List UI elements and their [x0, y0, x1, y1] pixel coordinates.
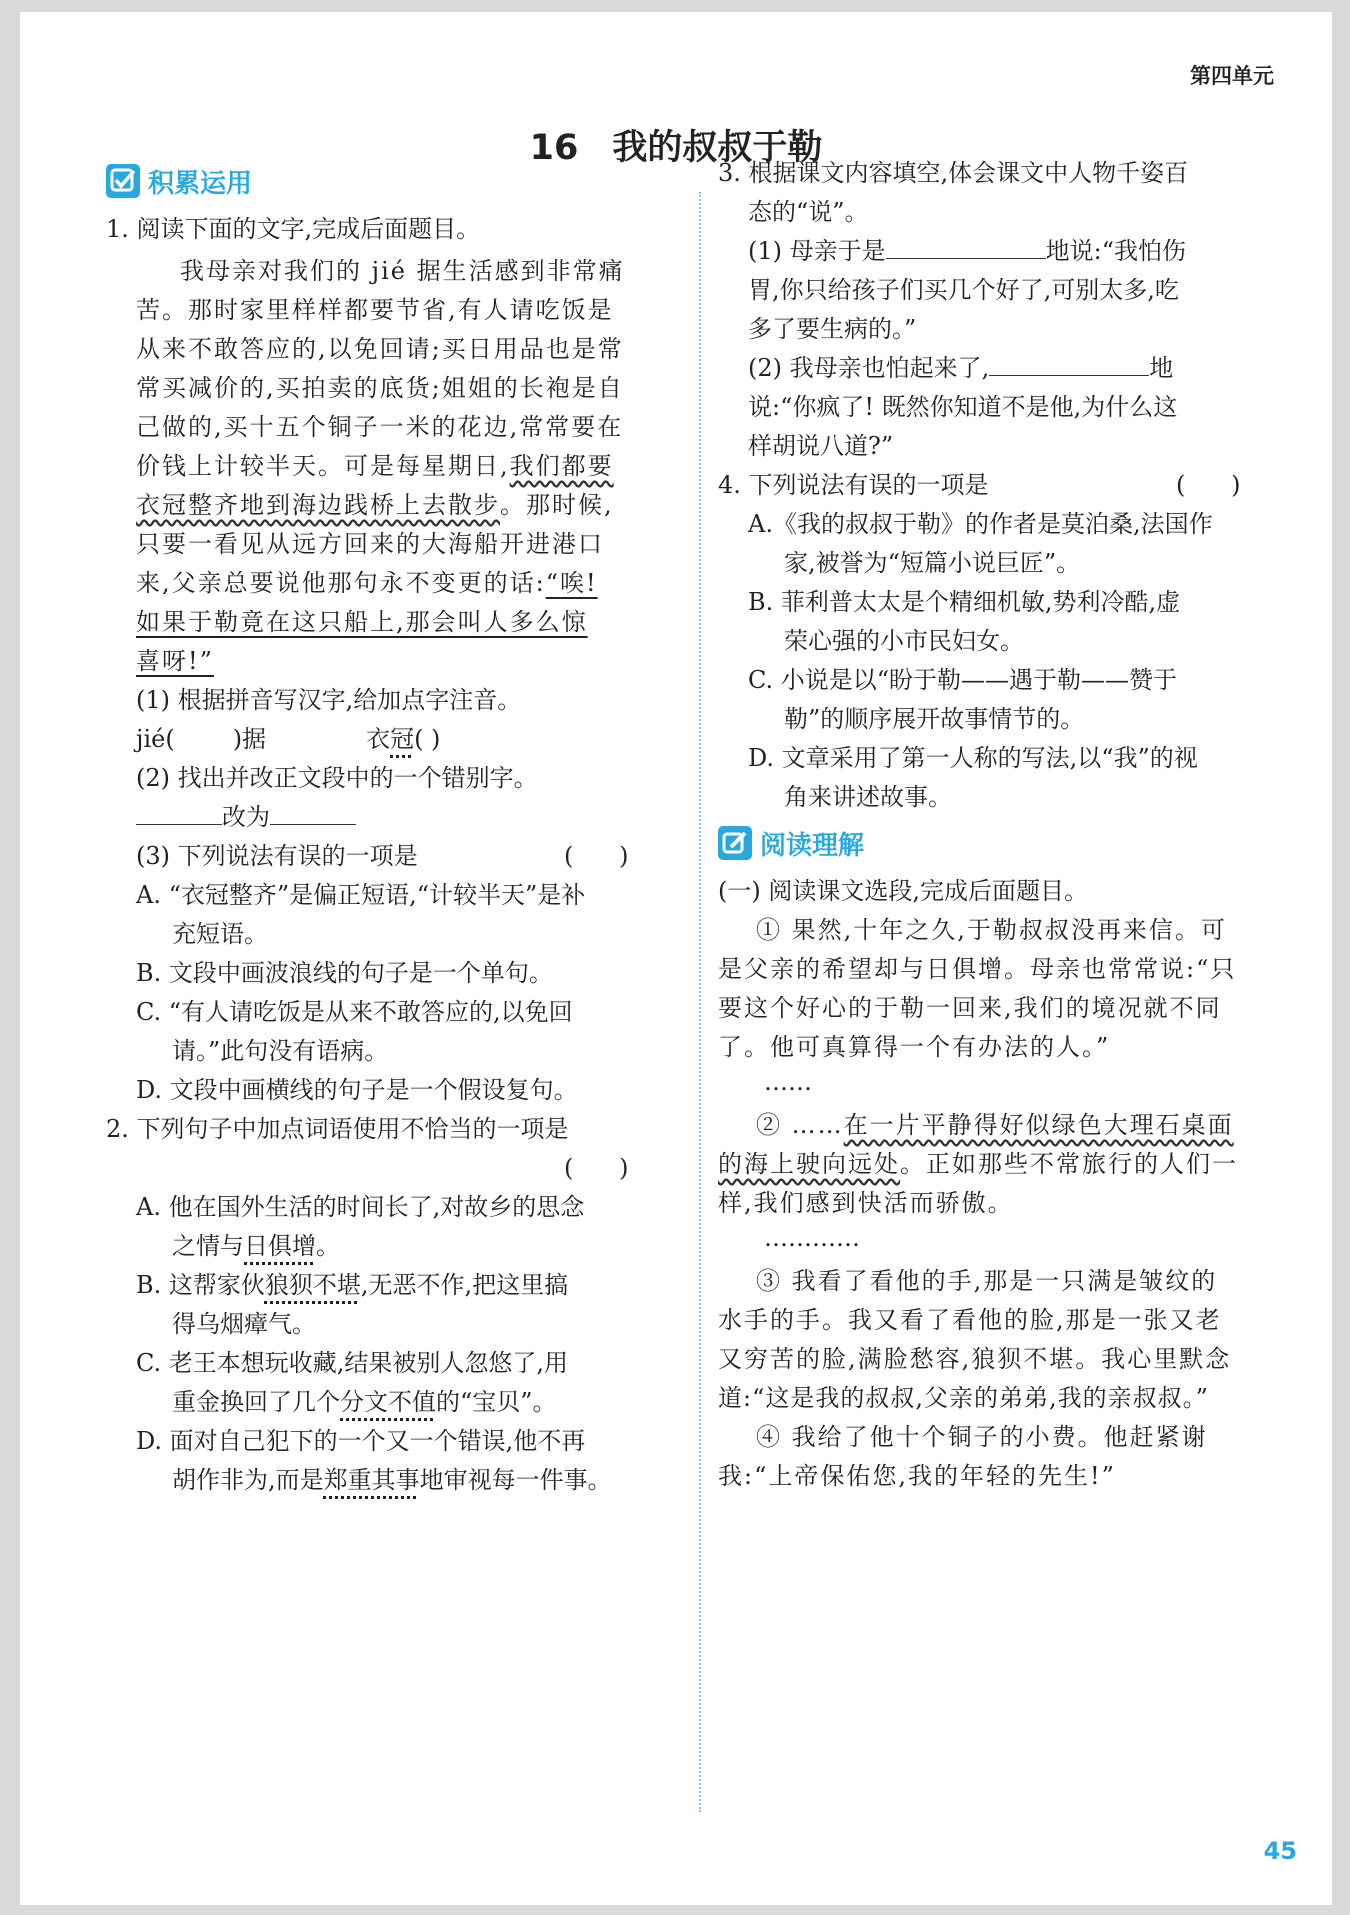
unit-label: 第四单元: [1190, 64, 1274, 88]
q1-sub3: (3) 下列说法有误的一项是: [136, 842, 418, 870]
dotted-word: 郑重其事: [323, 1466, 420, 1494]
option-line: [172, 1231, 340, 1261]
answer-paren[interactable]: ( ): [564, 842, 629, 870]
q1-passage-line: [136, 607, 588, 637]
reading-line: 又穷苦的脸,满脸愁容,狼狈不堪。我心里默念: [718, 1345, 1232, 1373]
q2-prompt: 2. 下列句子中加点词语使用不恰当的一项是: [106, 1115, 569, 1143]
q3-sub2: 样胡说八道?”: [748, 432, 894, 460]
question-text: (1) 母亲于是: [748, 237, 886, 265]
ellipsis: ……: [764, 1068, 812, 1096]
answer-suffix: )据: [232, 725, 267, 753]
passage-text: 来,父亲总要说他那句永不变更的话:: [136, 569, 546, 597]
option-line: C. 小说是以“盼于勒——遇于勒——赞于: [748, 666, 1178, 694]
q1-sub2-blanks: [136, 802, 356, 832]
option-line: C. 老王本想玩收藏,结果被别人忽悠了,用: [136, 1349, 569, 1377]
answer-paren[interactable]: ( ): [1176, 471, 1241, 499]
check-icon: [106, 164, 140, 198]
passage-text: 。那时候,: [500, 491, 614, 519]
answer-blank[interactable]: [270, 802, 356, 825]
reading-line: ① 果然,十年之久,于勒叔叔没再来信。可: [756, 916, 1227, 944]
column-divider: [699, 192, 701, 1812]
underlined-text: 喜呀!”: [136, 647, 214, 675]
reading-line: 要这个好心的于勒一回来,我们的境况就不同: [718, 994, 1222, 1022]
option-text: ,无恶不作,把这里搞: [360, 1271, 569, 1299]
lesson-number: 16: [529, 128, 579, 168]
reading-line: 样,我们感到快活而骄傲。: [718, 1189, 1014, 1217]
q1-passage-line: 常买减价的,买拍卖的底货;姐姐的长袍是自: [136, 374, 624, 402]
pencil-icon: [718, 826, 752, 860]
q1-sub1-blanks: [136, 724, 440, 754]
option-line: 勒”的顺序展开故事情节的。: [784, 705, 1085, 733]
q1-prompt: 1. 阅读下面的文字,完成后面题目。: [106, 215, 481, 243]
dotted-word: 分文不值: [340, 1388, 436, 1416]
option-text: 之情与: [172, 1232, 244, 1260]
pinyin-text: jié(: [136, 725, 175, 753]
word-text: 衣: [366, 725, 391, 753]
option-line: 角来讲述故事。: [784, 783, 952, 811]
option-line: 家,被誉为“短篇小说巨匠”。: [784, 549, 1081, 577]
reading-line: [718, 1149, 1238, 1179]
dotted-char: 冠: [390, 725, 415, 753]
q1-passage-line: 苦。那时家里样样都要节省,有人请吃饭是: [136, 296, 614, 324]
q3-sub1: [748, 236, 1186, 266]
q1-passage-line: 从来不敢答应的,以免回请;买日用品也是常: [136, 335, 624, 363]
q1-passage-line: [136, 568, 598, 598]
wavy-underlined-text: 的海上驶向远处: [718, 1150, 900, 1178]
reading-line: ③ 我看了看他的手,那是一只满是皱纹的: [756, 1267, 1218, 1295]
answer-paren[interactable]: ( ): [414, 725, 441, 753]
page-number: 45: [1263, 1837, 1297, 1865]
option-line: A.《我的叔叔于勒》的作者是莫泊桑,法国作: [748, 510, 1213, 538]
answer-blank[interactable]: [136, 802, 222, 825]
option-line: [172, 1387, 557, 1417]
underlined-text: “唉!: [545, 569, 598, 597]
q1-passage-line: [136, 646, 214, 676]
reading-intro: (一) 阅读课文选段,完成后面题目。: [718, 877, 1088, 905]
option-line: C. “有人请吃饭是从来不敢答应的,以免回: [136, 998, 573, 1026]
option-text: B. 这帮家伙: [136, 1271, 265, 1299]
section-reading: [718, 824, 864, 862]
option-text: 胡作非为,而是: [172, 1466, 324, 1494]
q1-passage-line: 我母亲对我们的 jié 据生活感到非常痛: [180, 257, 625, 285]
reading-line: 水手的手。我又看了看他的脸,那是一张又老: [718, 1306, 1222, 1334]
ellipsis: …………: [764, 1224, 860, 1252]
wavy-underlined-text: 衣冠整齐地到海边践桥上去散步: [136, 491, 500, 519]
question-text: (2) 我母亲也怕起来了,: [748, 354, 990, 382]
q1-passage-line: [136, 451, 614, 481]
question-text: 地说:“我怕伤: [1045, 237, 1186, 265]
q3-sub2: 说:“你疯了! 既然你知道不是他,为什么这: [748, 393, 1178, 421]
option-line: A. “衣冠整齐”是偏正短语,“计较半天”是补: [136, 881, 586, 909]
reading-text: ② ……: [756, 1111, 844, 1139]
section-accumulate: [106, 162, 252, 200]
option-line: D. 文章采用了第一人称的写法,以“我”的视: [748, 744, 1198, 772]
q1-passage-line: [136, 490, 614, 520]
q3-sub1: 胃,你只给孩子们买几个好了,可别太多,吃: [748, 276, 1179, 304]
answer-connector: 改为: [222, 803, 270, 831]
answer-paren[interactable]: ( ): [564, 1154, 629, 1182]
q1-sub2: (2) 找出并改正文段中的一个错别字。: [136, 764, 538, 792]
page: [20, 12, 1332, 1905]
reading-line: 是父亲的希望却与日俱增。母亲也常常说:“只: [718, 955, 1237, 983]
question-text: 地: [1149, 354, 1174, 382]
option-line: B. 文段中画波浪线的句子是一个单句。: [136, 959, 553, 987]
option-text: 。: [316, 1232, 340, 1260]
dotted-word: 狼狈不堪: [264, 1271, 361, 1299]
option-line: B. 菲利普太太是个精细机敏,势利冷酷,虚: [748, 588, 1181, 616]
answer-blank[interactable]: [886, 236, 1046, 259]
underlined-text: 如果于勒竟在这只船上,那会叫人多么惊: [136, 608, 588, 636]
reading-line: [756, 1110, 1234, 1140]
reading-line: 我:“上帝保佑您,我的年轻的先生!”: [718, 1462, 1116, 1490]
option-line: [136, 1270, 568, 1300]
q4-prompt: 4. 下列说法有误的一项是: [718, 471, 989, 499]
option-line: A. 他在国外生活的时间长了,对故乡的思念: [136, 1193, 585, 1221]
reading-line: 了。他可真算得一个有办法的人。”: [718, 1033, 1111, 1061]
wavy-underlined-text: 在一片平静得好似绿色大理石桌面: [843, 1111, 1234, 1139]
reading-text: 。正如那些不常旅行的人们一: [900, 1150, 1238, 1178]
option-text: 地审视每一件事。: [419, 1466, 612, 1494]
wavy-underlined-text: 我们都要: [509, 452, 614, 480]
passage-text: 价钱上计较半天。可是每星期日,: [136, 452, 510, 480]
q1-sub1: (1) 根据拼音写汉字,给加点字注音。: [136, 686, 522, 714]
reading-line: ④ 我给了他十个铜子的小费。他赶紧谢: [756, 1423, 1208, 1451]
section-reading-label: 阅读理解: [760, 830, 865, 861]
option-line: D. 面对自己犯下的一个又一个错误,他不再: [136, 1427, 586, 1455]
q3-prompt: 态的“说”。: [748, 198, 869, 226]
option-line: [172, 1465, 612, 1495]
q3-prompt: 3. 根据课文内容填空,体会课文中人物千姿百: [718, 159, 1189, 187]
q1-passage-line: 只要一看见从远方回来的大海船开进港口: [136, 530, 604, 558]
option-line: D. 文段中画横线的句子是一个假设复句。: [136, 1076, 578, 1104]
option-line: 充短语。: [172, 920, 268, 948]
section-accumulate-label: 积累运用: [148, 168, 253, 199]
option-line: 请。”此句没有语病。: [172, 1037, 389, 1065]
q3-sub1: 多了要生病的。”: [748, 315, 917, 343]
option-line: 荣心强的小市民妇女。: [784, 627, 1024, 655]
option-line: 得乌烟瘴气。: [172, 1310, 316, 1338]
answer-blank[interactable]: [989, 353, 1149, 376]
option-text: 的“宝贝”。: [436, 1388, 557, 1416]
q1-passage-line: 己做的,买十五个铜子一米的花边,常常要在: [136, 413, 624, 441]
option-text: 重金换回了几个: [172, 1388, 340, 1416]
lesson-name: 我的叔叔于勒: [612, 128, 823, 168]
reading-line: 道:“这是我的叔叔,父亲的弟弟,我的亲叔叔。”: [718, 1384, 1209, 1412]
q3-sub2: [748, 353, 1173, 383]
dotted-word: 日俱增: [244, 1232, 316, 1260]
